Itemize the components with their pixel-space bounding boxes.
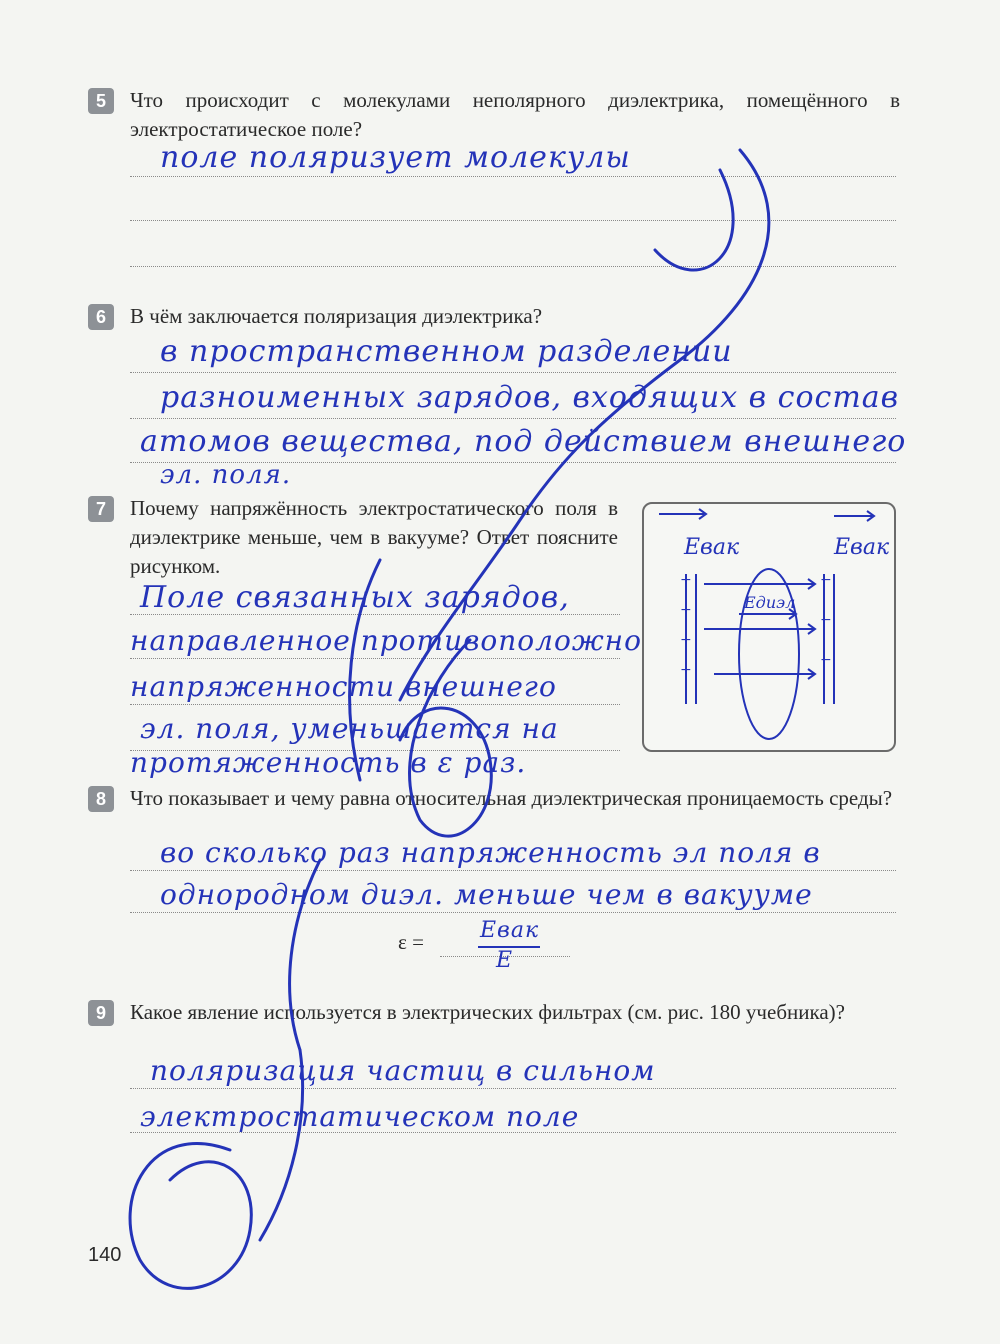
minus-sign: − [820, 612, 832, 628]
question-text: Что происходит с молекулами неполярного диэлектрика, помещённого в электростатическое поле? [130, 88, 900, 141]
page-number: 140 [88, 1244, 122, 1266]
answer-line [130, 418, 896, 419]
question-number-badge: 7 [88, 496, 114, 522]
question-5 [88, 86, 900, 276]
handwritten-answer: поле поляризует молекулы [160, 140, 631, 175]
handwritten-answer: Поле связанных зарядов, [140, 580, 570, 615]
question-text: Какое явление используется в электрических фильтрах (см. рис. 180 учебника)? [130, 1000, 845, 1024]
question-text: Что показывает и чему равна относительная диэлектрическая проницаемость среды? [130, 786, 893, 810]
handwritten-answer: разноименных зарядов, входящих в состав [160, 380, 900, 415]
handwritten-answer: электростатическом поле [140, 1100, 580, 1133]
question-number-badge: 9 [88, 1000, 114, 1026]
field-sketch [644, 504, 894, 750]
handwritten-answer: напряженности внешнего [130, 670, 557, 703]
question-number-badge: 8 [88, 786, 114, 812]
drawing-area [642, 502, 896, 752]
handwritten-answer: эл. поля. [160, 460, 292, 490]
plus-sign: + [680, 572, 692, 588]
answer-line [130, 1088, 896, 1089]
answer-line [130, 372, 896, 373]
handwritten-answer: однородном диэл. меньше чем в вакууме [160, 878, 813, 911]
e-diel-label: Eдиэл [744, 593, 796, 612]
answer-line [130, 912, 896, 913]
plus-sign: + [680, 602, 692, 618]
minus-sign: − [820, 652, 832, 668]
question-8 [88, 784, 900, 844]
handwritten-answer: во сколько раз напряженность эл поля в [160, 836, 821, 869]
handwritten-answer: поляризация частиц в сильном [150, 1054, 656, 1087]
e-vak-right-label: Eвак [834, 535, 890, 560]
question-9 [88, 998, 900, 1058]
question-number-badge: 6 [88, 304, 114, 330]
handwritten-answer: направленное противоположно [130, 624, 642, 657]
handwritten-answer: в пространственном разделении [160, 334, 733, 369]
handwritten-answer: атомов вещества, под действием внешнего [140, 424, 907, 459]
answer-line [130, 176, 896, 177]
plus-sign: + [680, 632, 692, 648]
question-number-badge: 5 [88, 88, 114, 114]
answer-line [130, 704, 620, 705]
minus-sign: − [820, 572, 832, 588]
answer-line [130, 220, 896, 221]
question-7 [88, 494, 618, 584]
epsilon-formula-label: ε = [398, 930, 424, 954]
formula-denominator: E [496, 948, 514, 973]
e-vak-left-label: Eвак [684, 535, 740, 560]
formula-numerator: Eвак [480, 918, 540, 943]
question-text: Почему напряжённость электростатического поля в диэлектрике меньше, чем в вакууме? Ответ поясните рисунком. [130, 496, 618, 578]
answer-line [130, 266, 896, 267]
handwritten-answer: эл. поля, уменьшается на [140, 712, 559, 745]
plus-sign: + [680, 662, 692, 678]
answer-line [130, 658, 620, 659]
answer-line [130, 870, 896, 871]
handwritten-answer: протяженность в ε раз. [130, 746, 527, 779]
question-text: В чём заключается поляризация диэлектрика? [130, 304, 543, 328]
